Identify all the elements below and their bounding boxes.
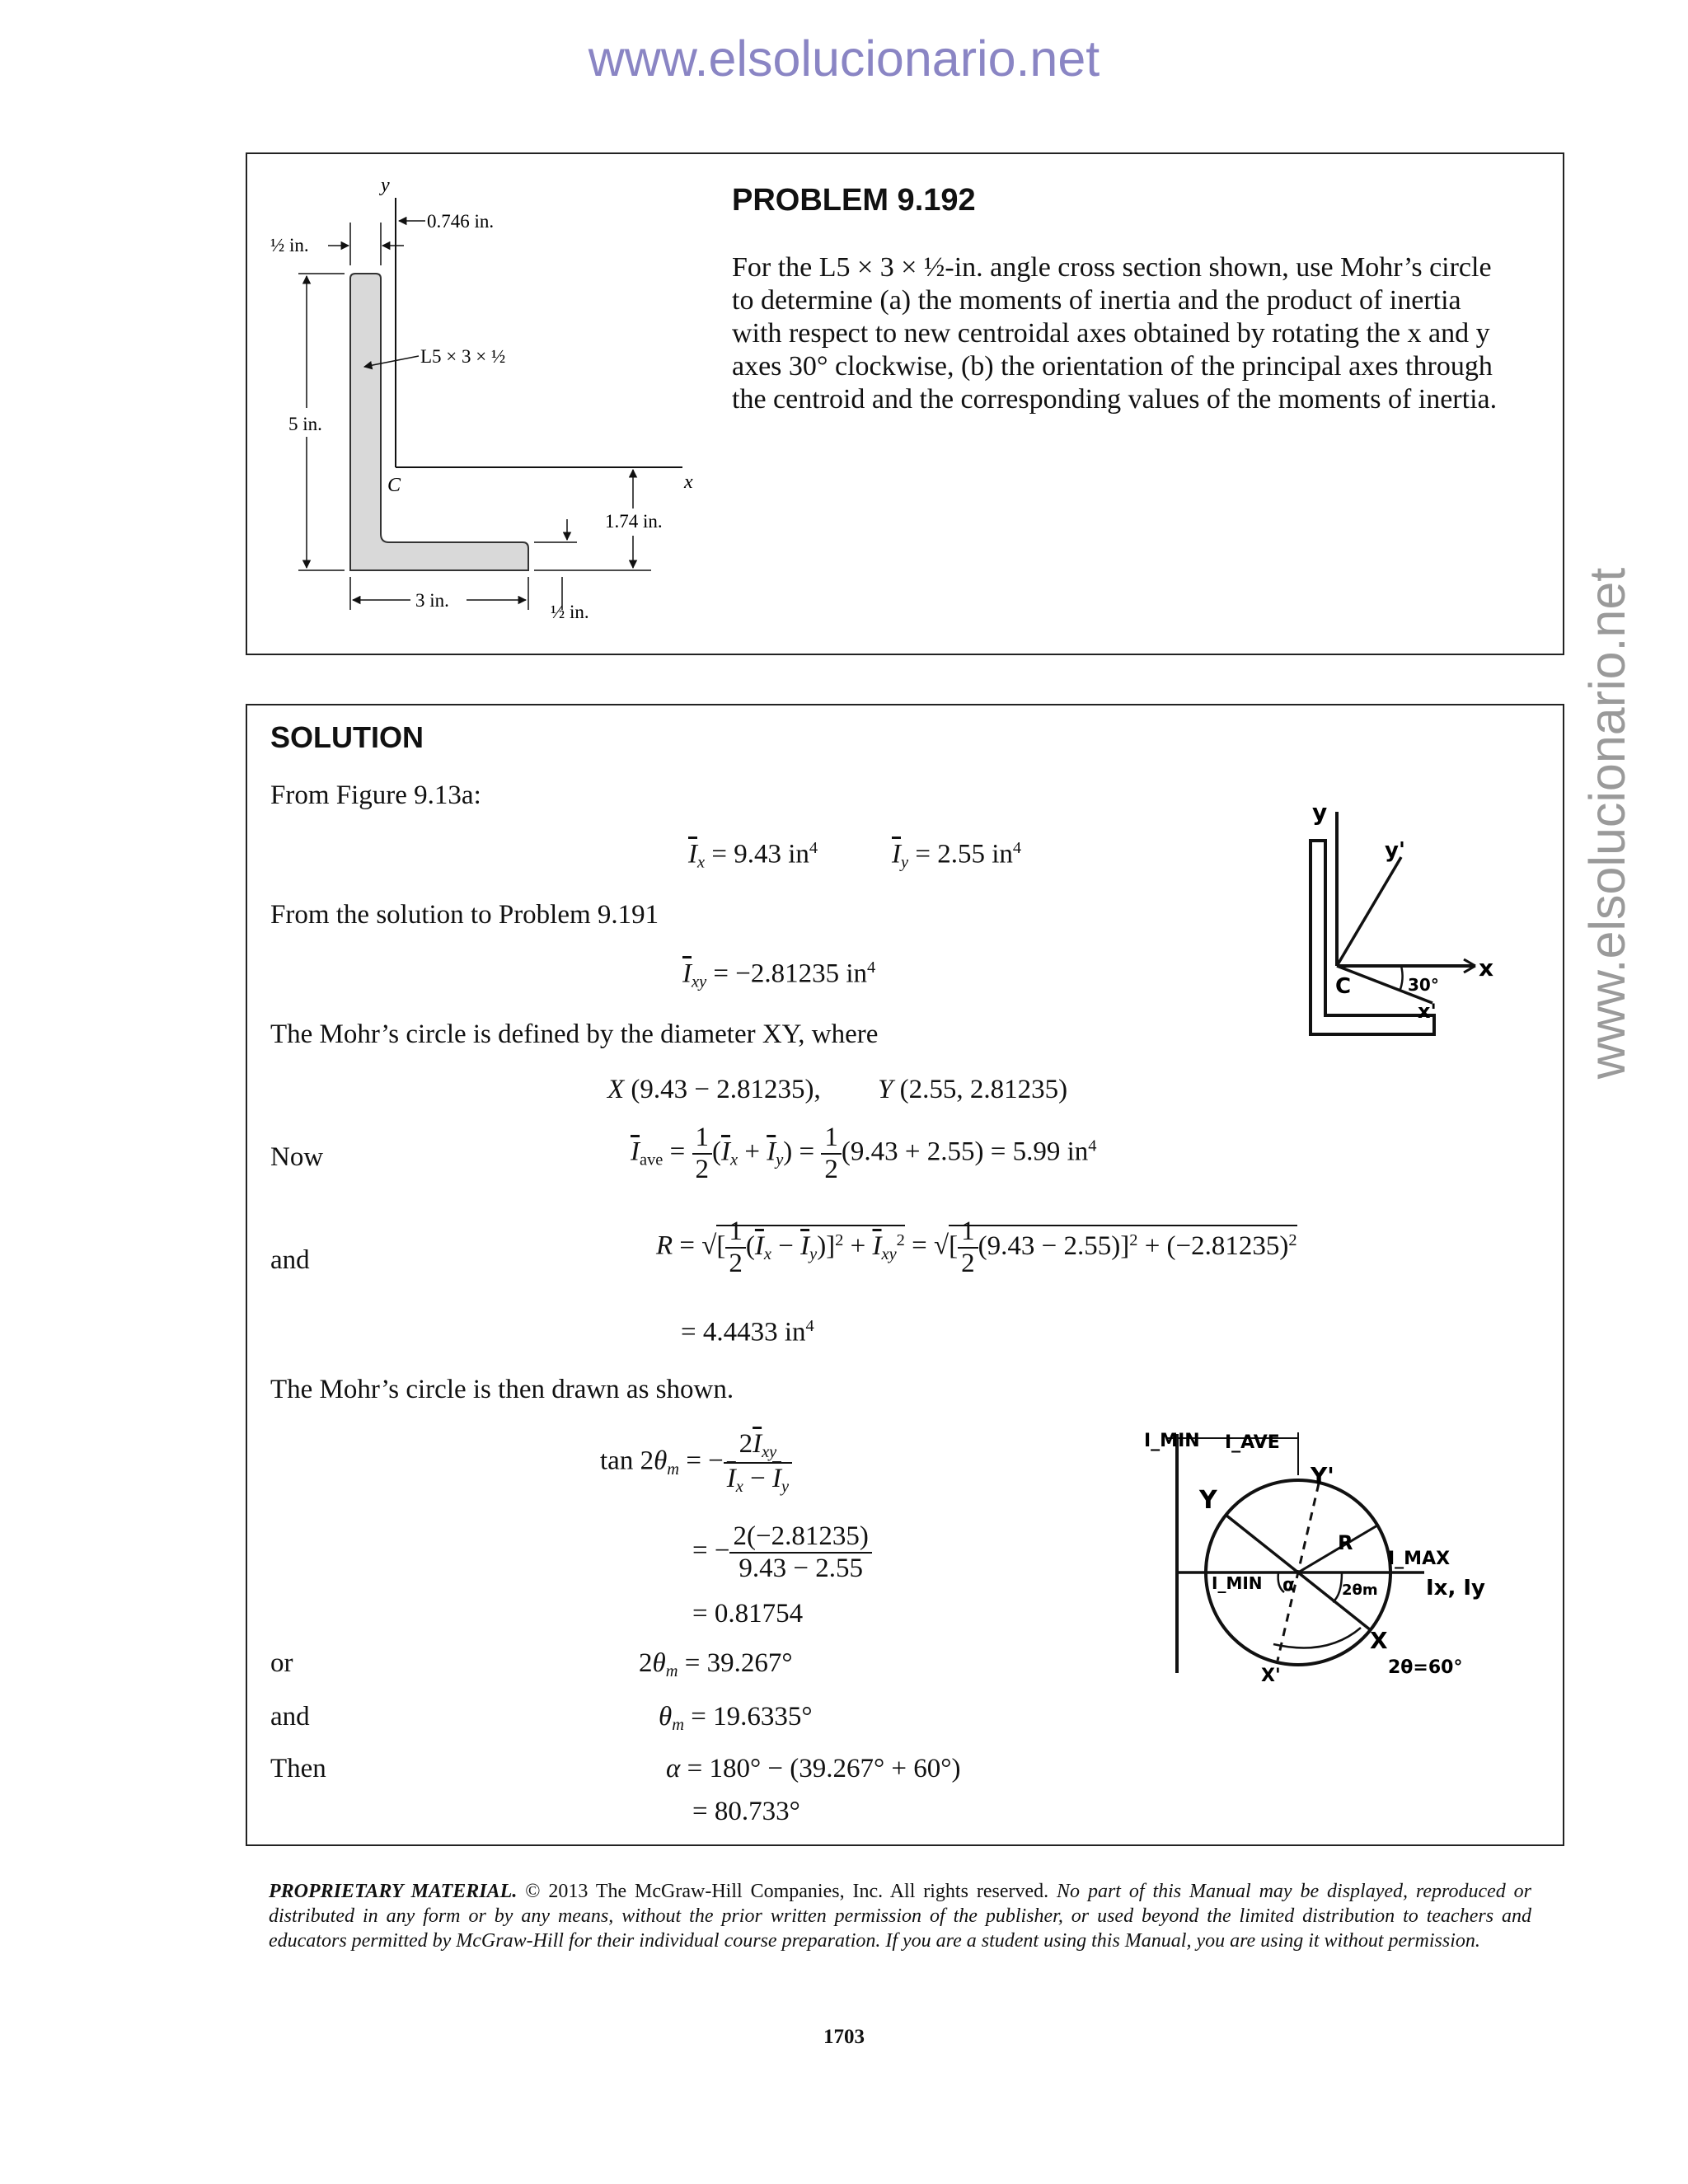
problem-title: PROBLEM 9.192 [732,183,976,218]
centroid-label: C [387,475,401,496]
page-number: 1703 [823,2026,865,2048]
dim-half-top: ½ in. [270,235,309,255]
sketch2-x: X [1370,1627,1388,1654]
eq-ix: $\overline{I}_x = 9.43$ $in^4$ [688,839,818,872]
from-solution-text: From the solution to Problem 9.191 [270,900,659,930]
eq-iave: $\overline{I}_{ave}$ = $\frac{1}{2}$ $(\overline{I}_x + \overline{I}_y)$ = $\frac{1}{2}$ (9.43 + 2.55) = 5.99 $in^4$ [631,1122,1097,1184]
sketch2-imax: I_MAX [1388,1549,1451,1569]
sketch1-yp: y' [1385,838,1405,863]
label-now: Now [270,1142,324,1172]
angle-section-shape [350,274,528,570]
footer-notice: PROPRIETARY MATERIAL. © 2013 The McGraw-Hill Companies, Inc. All rights reserved. No part of this Manual may be displayed, reproduced or distributed in any form or by any means, without the prior written permission of the publisher, or used beyond the limited distribution to teachers and educators permitted by McGraw-Hill for their individual course preparation. If you are a student using this Manual, you are using it without permission. [269,1881,1532,1952]
sketch1-y: y [1312,804,1328,826]
label-or: or [270,1648,293,1678]
sketch2-two-theta: 2θ=60° [1388,1657,1463,1678]
sketch2-imin: I_MIN [1212,1573,1263,1593]
sketch2-r: R [1338,1531,1353,1554]
sketch2-yp: Y' [1311,1462,1334,1489]
section-label: L5 × 3 × ½ [420,346,506,367]
eq-theta: $\theta_m = 19.6335^\circ$ [659,1702,813,1735]
mohr-circle-sketch [1142,1418,1603,1698]
point-y: Y (2.55, 2.81235) [878,1075,1068,1104]
angle-section-figure [264,165,709,643]
sketch1-xp: x' [1418,1000,1437,1023]
rotated-axes-sketch [1298,804,1508,1043]
eq-ixy: $\overline{I}_{xy} = -2.81235$ $in^4$ [682,958,876,991]
eq-r-result: = 4.4433 $in^4$ [681,1317,814,1347]
sketch2-two-theta-m: 2θm [1342,1582,1378,1599]
from-figure-text: From Figure 9.13a: [270,780,481,810]
eq-alpha: α = 180° − (39.267° + 60°) [666,1754,961,1783]
solution-title: SOLUTION [270,720,424,754]
eq-tan-2: = − $\frac{2(-2.81235)}{9.43 - 2.55}$ [692,1521,872,1584]
dim-half-bottom: ½ in. [551,602,589,622]
dim-0746: 0.746 in. [427,211,495,232]
axis-y-label: y [381,175,390,196]
sketch2-imin-top: I_MIN [1144,1431,1200,1451]
sketch1-angle: 30° [1408,975,1439,995]
sketch1-c: C [1335,974,1352,999]
eq-r: R = √[ $\frac{1}{2}$ $(\overline{I}_x - \overline{I}_y)]^2 + \overline{I}_{xy}^2$ = √[ $\frac{1}{2}$ $(9.43 - 2.55)]^2 + (-2.81235)^2$ [656,1216,1297,1278]
eq-iy: $\overline{I}_y = 2.55$ $in^4$ [892,839,1022,872]
label-then: Then [270,1754,326,1783]
axis-x-label: x [684,471,693,493]
dim-174: 1.74 in. [605,511,663,532]
eq-tan: $\tan 2\theta_m$ = − $\frac{2\overline{I}_{xy}}{\overline{I}_x - \overline{I}_y}$ [600,1429,792,1497]
sketch1-x: x [1479,954,1494,982]
sketch2-xp: X' [1261,1666,1281,1686]
dim-5: 5 in. [288,414,322,434]
mohr-drawn-text: The Mohr’s circle is then drawn as shown. [270,1375,734,1404]
eq-alpha-2: = 80.733° [692,1797,800,1826]
label-and-2: and [270,1702,310,1732]
eq-2theta: $2\theta_m = 39.267^\circ$ [639,1648,793,1681]
sketch2-alpha: α [1282,1575,1296,1596]
eq-tan-result: = 0.81754 [692,1599,804,1629]
label-and: and [270,1245,310,1275]
point-x: X (9.43 − 2.81235), [607,1075,821,1104]
sketch2-iave: I_AVE [1225,1432,1280,1453]
mohr-defined-text: The Mohr’s circle is defined by the diameter XY, where [270,1019,879,1049]
problem-statement: For the L5 × 3 × ½-in. angle cross section shown, use Mohr’s circle to determine (a) the moments of inertia and the product of inertia with respect to new centroidal axes obtained by rotating the x and y axes 30° clockwise, (b) the orientation of the principal axes through the centroid and the corresponding values of the moments of inertia. [732,252,1498,415]
sketch2-ixy: Ix, Iy [1426,1576,1485,1601]
watermark-top: www.elsolucionario.net [588,30,1100,87]
dim-3: 3 in. [415,590,449,611]
sketch2-y: Y [1199,1486,1217,1515]
